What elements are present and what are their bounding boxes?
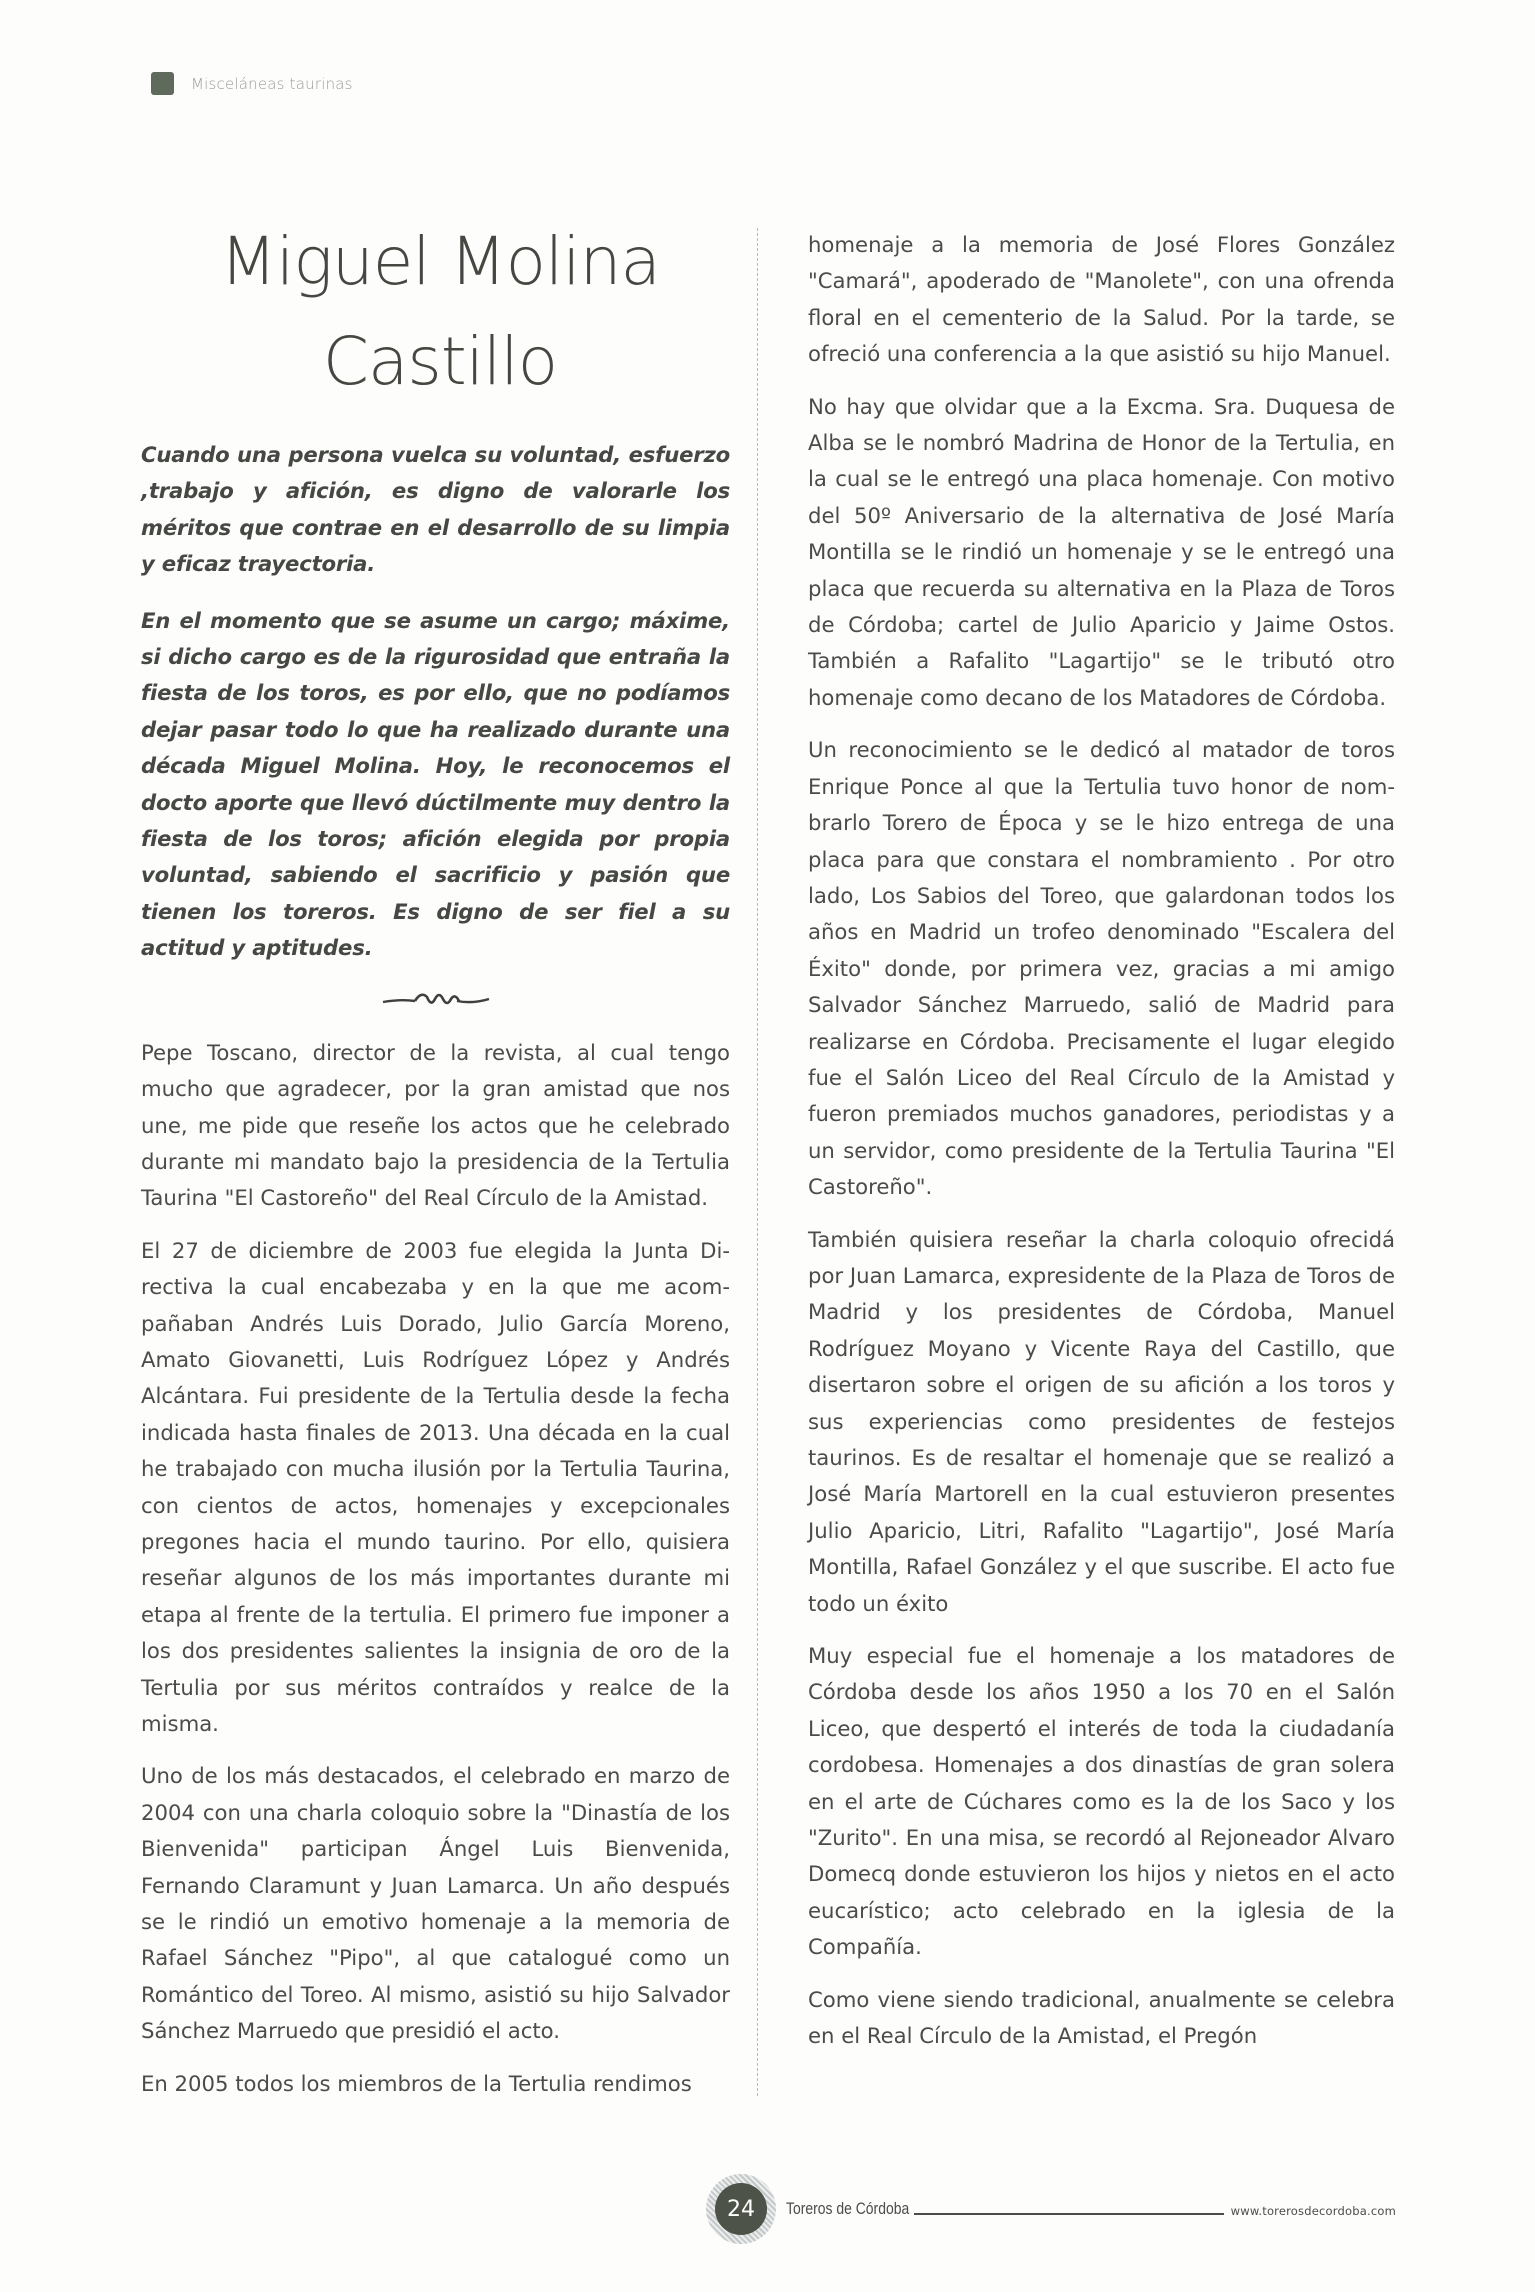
body-paragraph: Pepe Toscano, director de la revista, al cual tengo mucho que agradecer, por la gran amistad que nos une, me pide que reseñe los actos que he celebrado durante mi mandato bajo la presidencia de la Tertulia Taurina "El Castoreño" del Real Círculo de la Amistad.: [141, 1039, 730, 1211]
body-paragraph: homenaje a la memoria de José Flores González "Camará", apoderado de "Manolete", con una ofrenda floral en el cementerio de la Salud. Por la tarde, se ofreció una conferencia a la que asistió su hijo Manuel.: [808, 232, 1395, 367]
page-footer: [706, 2174, 1396, 2246]
body-paragraph: El 27 de diciembre de 2003 fue elegida la Junta Directiva la cual encabezaba y en la que me acompañaban Andrés Luis Dorado, Julio García Moreno, Amato Giovanetti, Luis Rodríguez López y Andrés Alcántara. Fui presidente de la Tertulia desde la fecha indicada hasta finales de 2013. Una década en la cual he trabajado con mucha ilusión por la Tertulia Taurina, con cientos de actos, homenajes y excepcionales pregones hacia el mundo taurino. Por ello, quisiera reseñar algunos de los más importantes durante mi etapa al frente de la tertulia. El primero fue imponer a los dos presidentes salientes la insignia de oro de la Tertulia por sus méritos contraídos y realce de la misma.: [141, 1237, 730, 1736]
article-lead: [141, 437, 730, 967]
article-title: [140, 212, 740, 412]
page-number-badge: [706, 2174, 776, 2244]
section-header: [151, 72, 353, 95]
page-number: 24: [715, 2183, 767, 2235]
magazine-name: Toreros de Córdoba: [786, 2199, 910, 2218]
body-paragraph: Como viene siendo tradicional, anualmente se celebra en el Real Círculo de la Amistad, el Pregón: [808, 1986, 1395, 2049]
body-paragraph: Muy especial fue el homenaje a los matadores de Córdoba desde los años 1950 a los 70 en el Salón Liceo, que despertó el interés de toda la ciudadanía cordobesa. Homenajes a dos dinastías de gran solera en el arte de Cúchares como es la de los Saco y los "Zurito". En una misa, se recordó al Rejoneador Alvaro Domecq donde estuvieron los hijos y nietos en el acto eucarístico; acto celebrado en la iglesia de la Compañía.: [808, 1643, 1395, 1960]
body-paragraph: También quisiera reseñar la charla coloquio ofrecidá por Juan Lamarca, expresidente de la Plaza de Toros de Madrid y los presidentes de Córdoba, Manuel Rodríguez Moyano y Vicente Raya del Castillo, que disertaron sobre el origen de su afición a los toros y sus experiencias como presidentes de festejos taurinos. Es de resaltar el homenaje que se realizó a José María Martorell en la cual estuvieron presentes Julio Aparicio, Litri, Rafalito "Lagartijo", José María Montilla, Rafael González y el que suscribe. El acto fue todo un éxito: [808, 1226, 1395, 1616]
right-column: [808, 227, 1395, 2071]
ornament-divider-icon: [381, 987, 491, 1013]
section-square-icon: [151, 72, 174, 95]
website-link[interactable]: www.torerosdecordoba.com: [1230, 2204, 1396, 2218]
footer-rule: [914, 2213, 1224, 2215]
lead-paragraph: En el momento que se asume un cargo; máxime, si dicho cargo es de la rigurosidad que entraña la fiesta de los toros, es por ello, que no podíamos dejar pasar todo lo que ha realizado durante una década Miguel Molina. Hoy, le reconocemos el docto aporte que llevó dúctilmente muy dentro la fiesta de los toros; afición elegida por propia voluntad, sabiendo el sacrificio y pasión que tienen los toreros. Es digno de ser fiel a su actitud y aptitudes.: [141, 607, 730, 961]
body-paragraph: No hay que olvidar que a la Excma. Sra. Duquesa de Alba se le nombró Madrina de Honor de la Tertulia, en la cual se le entregó una placa homenaje. Con motivo del 50º Aniversario de la alternativa de José María Montilla se le rindió un homenaje y se le entregó una placa que recuerda su alternativa en la Plaza de Toros de Córdoba; cartel de Julio Aparicio y Jaime Ostos. También a Rafalito "Lagartijo" se le tributó otro homenaje como decano de los Matadores de Córdoba.: [808, 393, 1395, 710]
body-paragraph: Un reconocimiento se le dedicó al matador de toros Enrique Ponce al que la Tertulia tuvo honor de nombrarlo Torero de Época y se le hizo entrega de una placa para que constara el nombramiento . Por otro lado, Los Sabios del Toreo, que galardonan todos los años en Madrid un trofeo denominado "Escalera del Éxito" donde, por primera vez, gracias a mi amigo Salvador Sánchez Marruedo, salió de Madrid para realizarse en Córdoba. Precisamente el lugar elegido fue el Salón Liceo del Real Círculo de la Amistad y fueron premiados muchos ganadores, periodistas y a un servidor, como presidente de la Tertulia Taurina "El Castoreño".: [808, 737, 1395, 1200]
column-divider: [757, 228, 758, 2096]
section-label: Misceláneas taurinas: [191, 74, 353, 93]
body-paragraph: Uno de los más destacados, el celebrado en marzo de 2004 con una charla coloquio sobre la "Dinastía de los Bienvenida" participan Ángel Luis Bienvenida, Fernando Claramunt y Juan Lamarca. Un año después se le rindió un emotivo homenaje a la memoria de Rafael Sánchez "Pipo", al que catalogué como un Romántico del Toreo. Al mismo, asistió su hijo Salvador Sánchez Marruedo que presidió el acto.: [141, 1763, 730, 2044]
article-title-line-2: Castillo: [322, 323, 558, 400]
left-column: [141, 437, 730, 2118]
lead-paragraph: Cuando una persona vuelca su voluntad, esfuerzo ,trabajo y afición, es digno de valorarle los méritos que contrae en el desarrollo de su limpia y eficaz trayectoria.: [141, 442, 730, 577]
body-paragraph: En 2005 todos los miembros de la Tertulia rendimos: [141, 2070, 692, 2096]
article-title-line-1: Miguel Molina: [220, 223, 660, 300]
